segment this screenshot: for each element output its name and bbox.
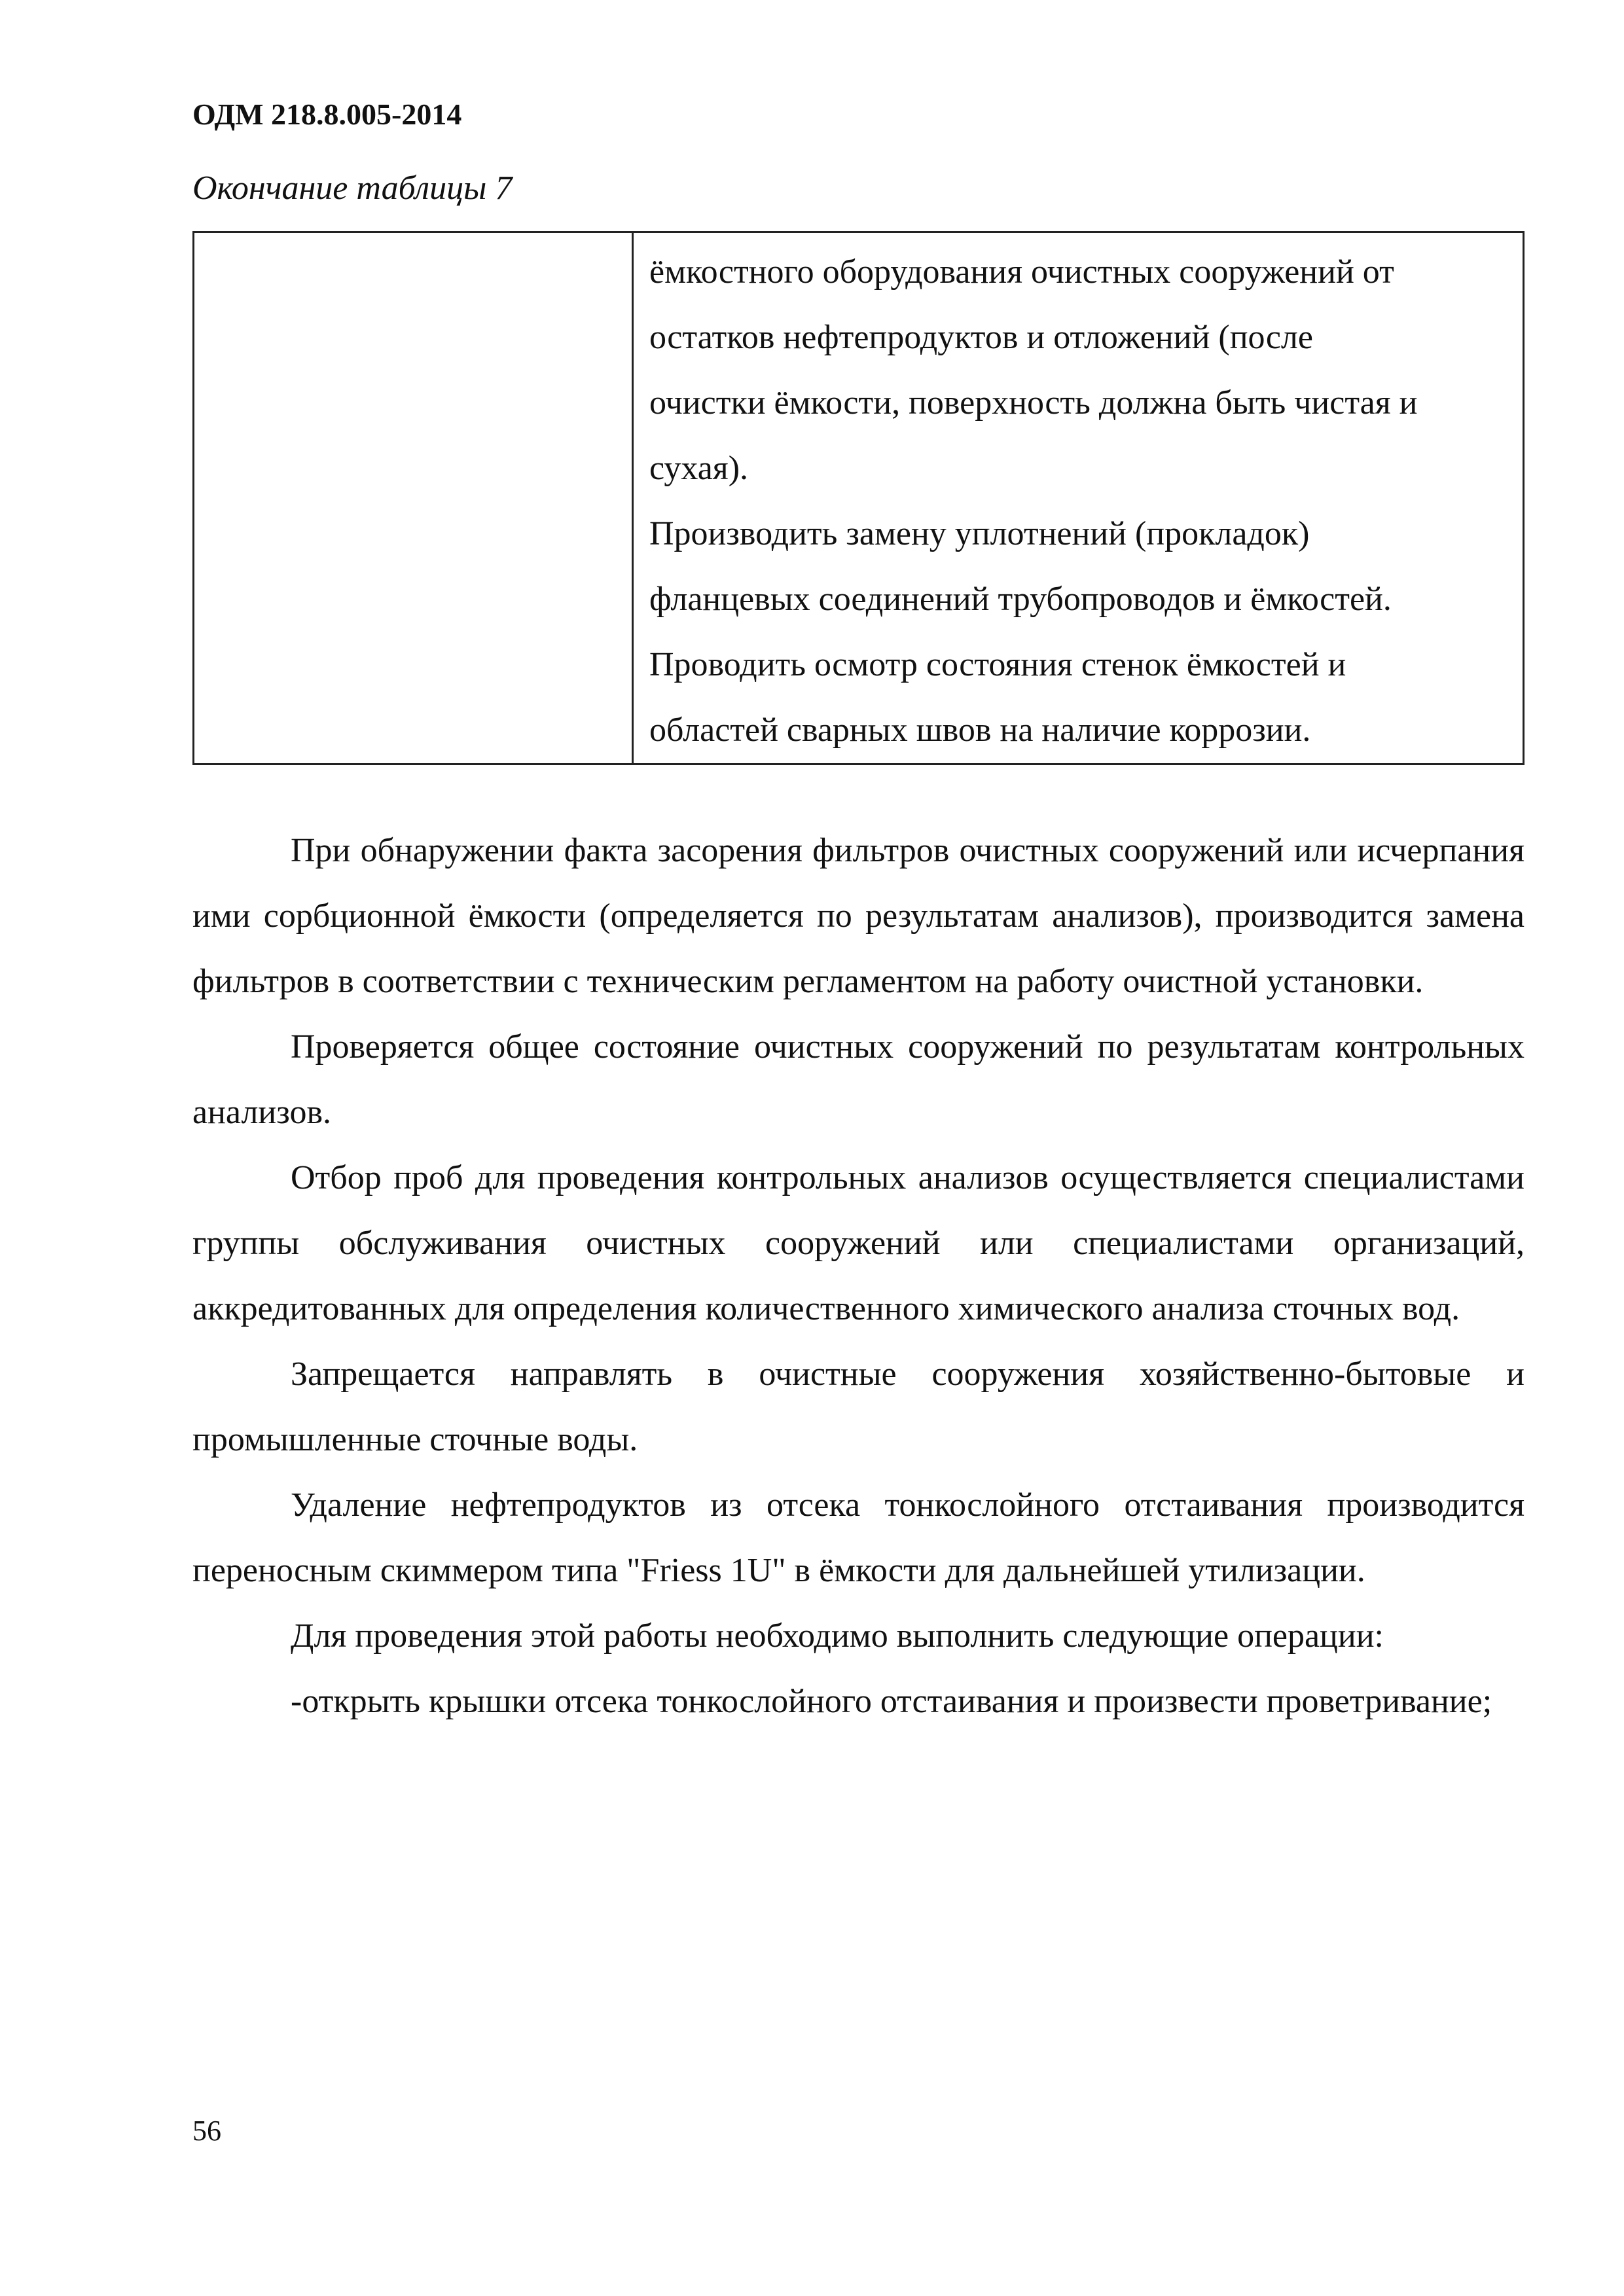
paragraph: Для проведения этой работы необходимо выполнить следующие операции:	[291, 1617, 1384, 1655]
paragraph: При обнаружении факта засорения фильтров очистных сооружений или исчерпания ими сорбционной ёмкости (определяется по результатам анализов), производится замена фильтров в соответствии с техническим регламентом на работу очистной установки.	[192, 832, 1525, 1000]
table-row	[194, 232, 1524, 764]
table-cell-line: ёмкостного оборудования очистных сооружений от	[649, 253, 1394, 291]
paragraph: Запрещается направлять в очистные сооружения хозяйственно-бытовые и промышленные сточные воды.	[192, 1355, 1525, 1458]
table-cell-line: фланцевых соединений трубопроводов и ёмкостей.	[649, 581, 1392, 618]
table-cell-line: Проводить осмотр состояния стенок ёмкостей и	[649, 646, 1346, 683]
table-cell-line: Производить замену уплотнений (прокладок)	[649, 515, 1310, 552]
table-cell-line: остатков нефтепродуктов и отложений (после	[649, 319, 1313, 356]
table-cell-line: очистки ёмкости, поверхность должна быть чистая и	[649, 384, 1418, 422]
table-cell-left	[194, 232, 633, 764]
table-cell-line: сухая).	[649, 450, 749, 487]
table-cell-line: областей сварных швов на наличие коррозии.	[649, 711, 1311, 749]
paragraph: Удаление нефтепродуктов из отсека тонкослойного отстаивания производится переносным скиммером типа "Friess 1U" в ёмкости для дальнейшей утилизации.	[192, 1486, 1525, 1589]
continuation-table	[192, 231, 1525, 765]
paragraph: Отбор проб для проведения контрольных анализов осуществляется специалистами группы обслуживания очистных сооружений или специалистами организаций, аккредитованных для определения количественного химического анализа сточных вод.	[192, 1159, 1525, 1327]
page-number: 56	[192, 2115, 221, 2147]
paragraph: Проверяется общее состояние очистных сооружений по результатам контрольных анализов.	[192, 1028, 1525, 1131]
table-cell-right	[633, 232, 1524, 764]
table-caption: Окончание таблицы 7	[192, 170, 513, 207]
paragraph: -открыть крышки отсека тонкослойного отстаивания и произвести проветривание;	[291, 1683, 1492, 1720]
body-text	[192, 818, 1525, 1734]
document-code: ОДМ 218.8.005-2014	[192, 98, 462, 131]
